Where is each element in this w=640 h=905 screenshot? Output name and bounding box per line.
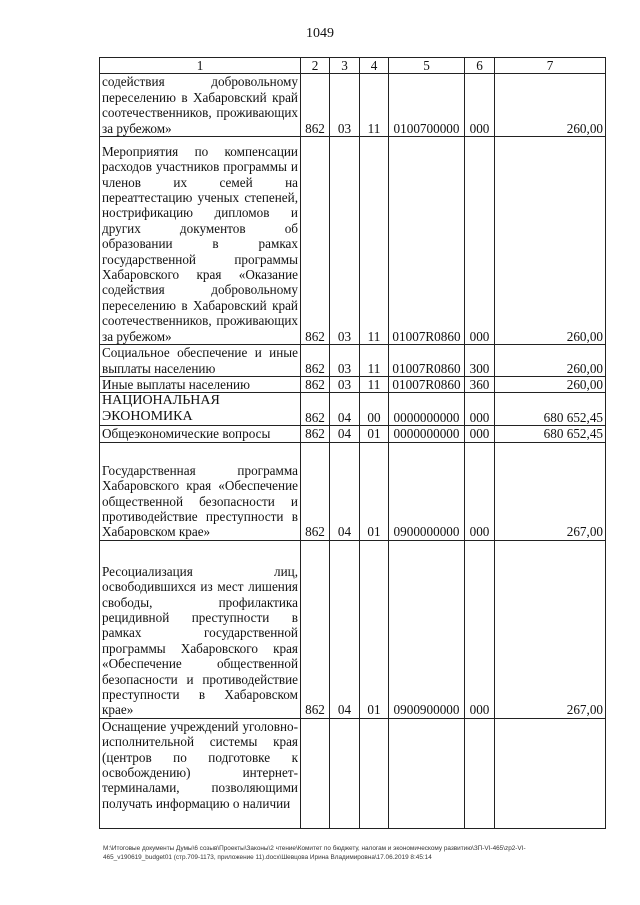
table-row	[100, 393, 606, 426]
cell-rz: 04	[330, 426, 360, 442]
cell-rz	[330, 718, 360, 828]
page-number: 1049	[306, 26, 334, 41]
cell-ved: 862	[301, 137, 330, 345]
row-name: Социальное обеспечение и иные выплаты населению	[100, 345, 301, 377]
cell-csr: 01007R0860	[389, 377, 465, 393]
cell-vr: 000	[465, 393, 495, 426]
table-header-row	[100, 58, 606, 74]
cell-sum	[495, 718, 606, 828]
cell-vr: 000	[465, 137, 495, 345]
cell-csr: 0000000000	[389, 426, 465, 442]
cell-vr: 000	[465, 426, 495, 442]
row-name: Государственная программа Хабаровского края «Обеспечение общественной безопасности и противодействие преступности в Хабаровском крае»	[100, 442, 301, 540]
column-header: 6	[465, 58, 495, 74]
cell-sum: 267,00	[495, 442, 606, 540]
cell-sum: 260,00	[495, 137, 606, 345]
row-name: содействия добровольному переселению в Хабаровский край соотечественников, проживающих за рубежом»	[100, 74, 301, 137]
cell-csr: 0900000000	[389, 442, 465, 540]
table-row	[100, 137, 606, 345]
footer-path-line: M:\Итоговые документы Думы\6 созыв\Проекты\Законы\2 чтение\Комитет по бюджету, налогам и экономическому развитию\ЗП-VI-465\zp2-VI-	[103, 845, 526, 852]
column-header: 4	[360, 58, 389, 74]
cell-vr: 000	[465, 74, 495, 137]
cell-pr: 01	[360, 540, 389, 718]
table-row	[100, 540, 606, 718]
row-name: Мероприятия по компенсации расходов участников программы и членов их семей на переаттестацию ученых степеней, нострификацию дипломов и других документов об образовании в рамках государственной программы Хабаровского края «Оказание содействия добровольному переселению в Хабаровский край соотечественников, проживающих за рубежом»	[100, 137, 301, 345]
cell-sum: 267,00	[495, 540, 606, 718]
cell-ved: 862	[301, 393, 330, 426]
cell-vr: 000	[465, 442, 495, 540]
cell-rz: 04	[330, 393, 360, 426]
cell-pr: 00	[360, 393, 389, 426]
cell-rz: 04	[330, 540, 360, 718]
cell-sum: 260,00	[495, 74, 606, 137]
column-header: 1	[100, 58, 301, 74]
cell-sum: 680 652,45	[495, 393, 606, 426]
row-name: Ресоциализация лиц, освободившихся из мест лишения свободы, профилактика рецидивной преступности в рамках государственной программы Хабаровского края «Обеспечение общественной безопасности и противодействие преступности в Хабаровском крае»	[100, 540, 301, 718]
cell-pr: 01	[360, 426, 389, 442]
document-footer	[103, 844, 623, 862]
table-row	[100, 345, 606, 377]
cell-ved	[301, 718, 330, 828]
cell-ved: 862	[301, 426, 330, 442]
cell-vr: 360	[465, 377, 495, 393]
cell-pr: 11	[360, 345, 389, 377]
table-row	[100, 426, 606, 442]
column-header: 5	[389, 58, 465, 74]
column-header: 3	[330, 58, 360, 74]
cell-ved: 862	[301, 540, 330, 718]
cell-csr: 0000000000	[389, 393, 465, 426]
cell-vr: 300	[465, 345, 495, 377]
cell-sum: 260,00	[495, 345, 606, 377]
table-row	[100, 74, 606, 137]
cell-csr	[389, 718, 465, 828]
cell-rz: 03	[330, 74, 360, 137]
cell-pr: 11	[360, 137, 389, 345]
cell-pr: 11	[360, 377, 389, 393]
row-name: НАЦИОНАЛЬНАЯ ЭКОНОМИКА	[100, 393, 301, 426]
budget-table	[99, 57, 606, 829]
cell-vr: 000	[465, 540, 495, 718]
cell-csr: 0100700000	[389, 74, 465, 137]
table-row	[100, 718, 606, 828]
cell-pr	[360, 718, 389, 828]
row-name: Общеэкономические вопросы	[100, 426, 301, 442]
table-row	[100, 442, 606, 540]
column-header: 2	[301, 58, 330, 74]
cell-vr	[465, 718, 495, 828]
cell-rz: 03	[330, 377, 360, 393]
cell-csr: 01007R0860	[389, 137, 465, 345]
cell-ved: 862	[301, 377, 330, 393]
cell-rz: 04	[330, 442, 360, 540]
cell-sum: 680 652,45	[495, 426, 606, 442]
cell-pr: 11	[360, 74, 389, 137]
footer-file-line: 465_v190619_budget01 (стр.709-1173, приложение 11).docx\Шевцова Ирина Владимировна\17.06.2019 8:45:14	[103, 854, 432, 861]
cell-ved: 862	[301, 345, 330, 377]
cell-csr: 01007R0860	[389, 345, 465, 377]
cell-rz: 03	[330, 345, 360, 377]
column-header: 7	[495, 58, 606, 74]
table-row	[100, 377, 606, 393]
cell-sum: 260,00	[495, 377, 606, 393]
cell-ved: 862	[301, 442, 330, 540]
cell-ved: 862	[301, 74, 330, 137]
cell-csr: 0900900000	[389, 540, 465, 718]
cell-pr: 01	[360, 442, 389, 540]
row-name: Иные выплаты населению	[100, 377, 301, 393]
row-name: Оснащение учреждений уголовно-исполнительной системы края (центров по подготовке к освобождению) интернет-терминалами, позволяющими получать информацию о наличии	[100, 718, 301, 828]
cell-rz: 03	[330, 137, 360, 345]
